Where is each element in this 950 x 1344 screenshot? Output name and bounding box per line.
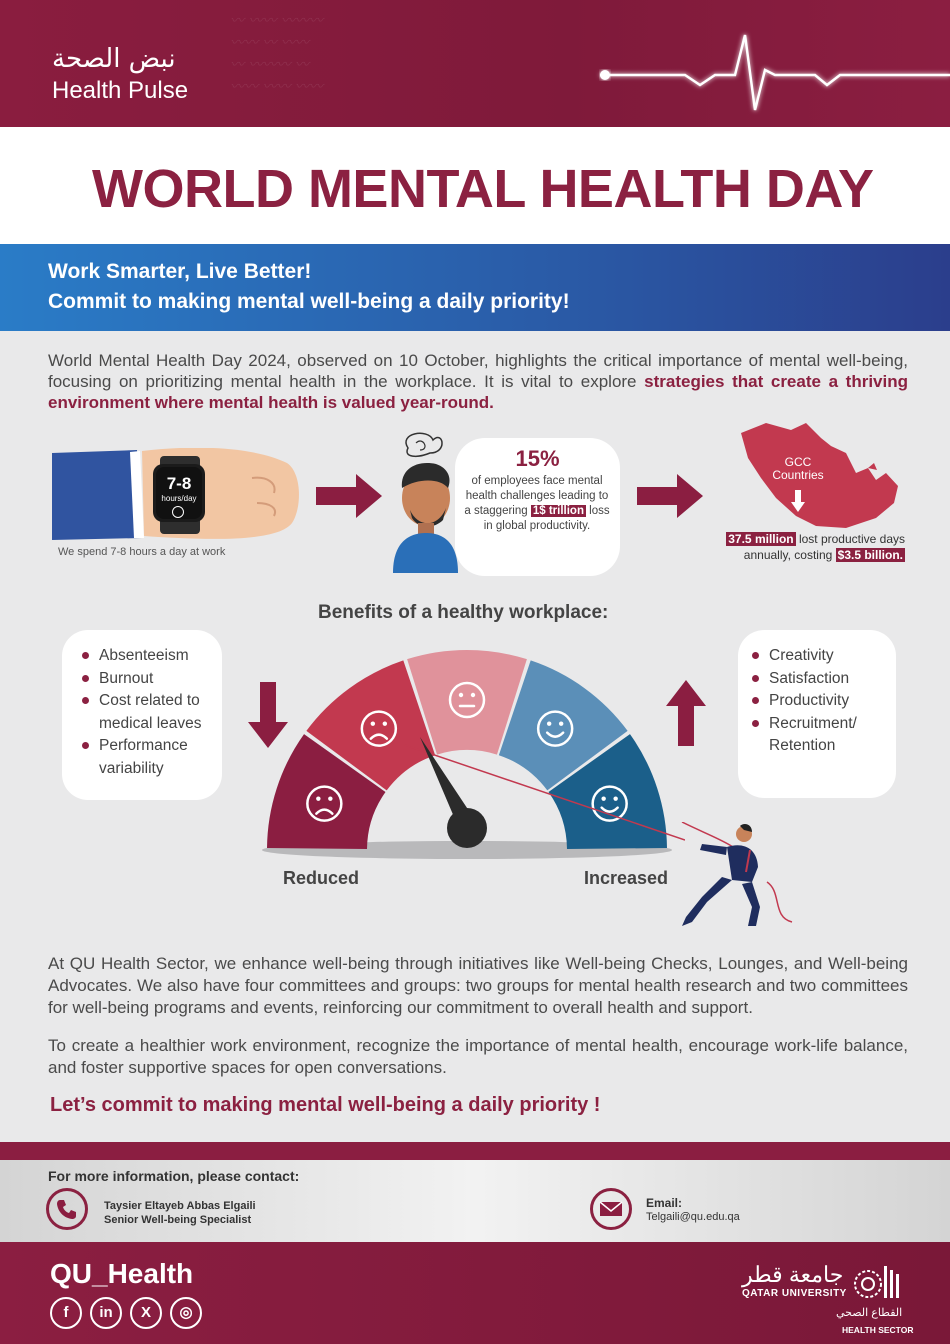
gcc-label: GCC Countries — [772, 455, 824, 482]
bullet-icon — [82, 697, 89, 704]
stat-text-after: loss in global productivity. — [483, 505, 610, 532]
recommendation-paragraph: To create a healthier work environment, recognize the importance of mental health, encourage work-life balance, and foster supportive spaces for open conversations. — [48, 1036, 908, 1077]
increased-box — [738, 630, 896, 798]
instagram-icon[interactable]: ◎ — [170, 1297, 202, 1329]
list-item-label: Productivity — [769, 692, 850, 709]
list-item — [82, 735, 222, 780]
increased-label: Increased — [584, 868, 669, 888]
health-sector-english: HEALTH SECTOR — [842, 1325, 914, 1335]
qu-logo-arabic: جامعة قطر — [742, 1262, 844, 1287]
wellbeing-gauge — [255, 645, 685, 875]
bullet-icon — [752, 720, 759, 727]
gcc-highlight-days: 37.5 million — [728, 532, 794, 546]
watch-value: 7-8 — [166, 474, 192, 493]
stressed-person-illustration — [388, 428, 463, 573]
list-item — [82, 645, 222, 668]
watch-unit: hours/day — [161, 494, 197, 503]
arrow-right-icon — [637, 474, 703, 518]
benefits-title: Benefits of a healthy workplace: — [318, 602, 609, 623]
social-handle: QU_Health — [50, 1258, 194, 1289]
list-item-label: Cost related to medical leaves — [99, 692, 202, 732]
commit-statement: Let’s commit to making mental well-being a daily priority ! — [50, 1094, 601, 1116]
contact-divider — [0, 1142, 950, 1160]
bullet-icon — [82, 742, 89, 749]
stat-percent: 15% — [515, 446, 560, 471]
slogan-line-1: Work Smarter, Live Better! — [48, 260, 312, 283]
list-item-label: Burnout — [99, 669, 154, 687]
bullet-icon — [82, 652, 89, 659]
heartbeat-line-icon — [595, 30, 950, 120]
intro-text: World Mental Health Day 2024, observed on 10 October, highlights the critical importance of mental well-being, focusing on prioritizing mental health in the workplace. It is vital to explore — [48, 351, 908, 391]
slogan-line-2: Commit to making mental well-being a daily priority! — [48, 290, 570, 313]
watch-caption: We spend 7-8 hours a day at work — [58, 546, 226, 558]
reduced-label: Reduced — [283, 868, 360, 888]
gauge-hub — [447, 808, 487, 848]
businessman-pulling-illustration — [672, 822, 797, 932]
increased-list — [738, 630, 896, 758]
reduced-box — [62, 630, 222, 800]
email-link[interactable]: Telgaili@qu.edu.qa — [646, 1211, 740, 1223]
email-label: Email: — [646, 1196, 683, 1210]
list-item — [82, 668, 222, 691]
list-item — [752, 713, 896, 758]
stat-text-before: of employees face mental health challenges leading to a staggering — [464, 475, 609, 517]
list-item-label: Satisfaction — [769, 669, 850, 687]
phone-icon[interactable] — [46, 1188, 88, 1230]
gcc-text: lost productive days annually, costing — [743, 532, 905, 562]
contact-role: Senior Well-being Specialist — [104, 1214, 252, 1226]
contact-name: Taysier Eltayeb Abbas Elgaili — [104, 1200, 256, 1212]
qatar-university-emblem-icon — [848, 1260, 902, 1302]
list-item — [752, 690, 896, 713]
bullet-icon — [82, 675, 89, 682]
intro-emphasis: strategies that create a thriving environment where mental health is valued year-round. — [48, 372, 908, 412]
qu-logo-english: QATAR UNIVERSITY — [742, 1288, 847, 1299]
clock-icon — [172, 506, 184, 518]
bullet-icon — [752, 652, 759, 659]
page-title: WORLD MENTAL HEALTH DAY — [92, 159, 874, 219]
list-item-label: Performance variability — [99, 737, 188, 777]
list-item — [752, 645, 896, 668]
facebook-icon[interactable]: f — [50, 1297, 82, 1329]
contact-title: For more information, please contact: — [48, 1168, 300, 1184]
health-pulse-logo-arabic: نبض الصحة — [52, 44, 176, 74]
bullet-icon — [752, 697, 759, 704]
list-item-label: Creativity — [769, 647, 834, 664]
health-pulse-logo-english: Health Pulse — [52, 77, 189, 104]
contact-person — [104, 1199, 256, 1227]
bullet-icon — [752, 675, 759, 682]
reduced-list — [62, 630, 222, 780]
linkedin-icon[interactable]: in — [90, 1297, 122, 1329]
intro-paragraph — [48, 350, 908, 413]
arrow-right-icon — [316, 474, 382, 518]
stat-description — [462, 474, 612, 534]
list-item-label: Recruitment/ Retention — [769, 714, 857, 754]
email-icon[interactable] — [590, 1188, 632, 1230]
list-item-label: Absenteeism — [99, 647, 189, 664]
gcc-highlight-cost: $3.5 billion. — [837, 548, 903, 562]
x-twitter-icon[interactable]: X — [130, 1297, 162, 1329]
list-item — [82, 690, 222, 735]
arrow-down-icon — [791, 490, 805, 512]
health-sector-arabic: القطاع الصحي — [836, 1307, 903, 1319]
initiatives-paragraph: At QU Health Sector, we enhance well-being through initiatives like Well-being Checks, Lounges, and Well-being Advocates. We also have four committees and groups: two groups for mental health research and two committees for well-being programs and events, reinforcing our commitment to overall health and support. — [48, 954, 908, 1017]
gcc-description — [700, 531, 905, 563]
slogan-banner — [0, 244, 950, 331]
list-item — [752, 668, 896, 691]
stat-highlight: 1$ trillion — [532, 505, 584, 517]
decorative-script: 〰 〰〰 〰〰〰 〰〰 〰 〰〰 〰 〰〰〰 〰 〰〰 〰〰 〰〰 — [230, 13, 323, 95]
